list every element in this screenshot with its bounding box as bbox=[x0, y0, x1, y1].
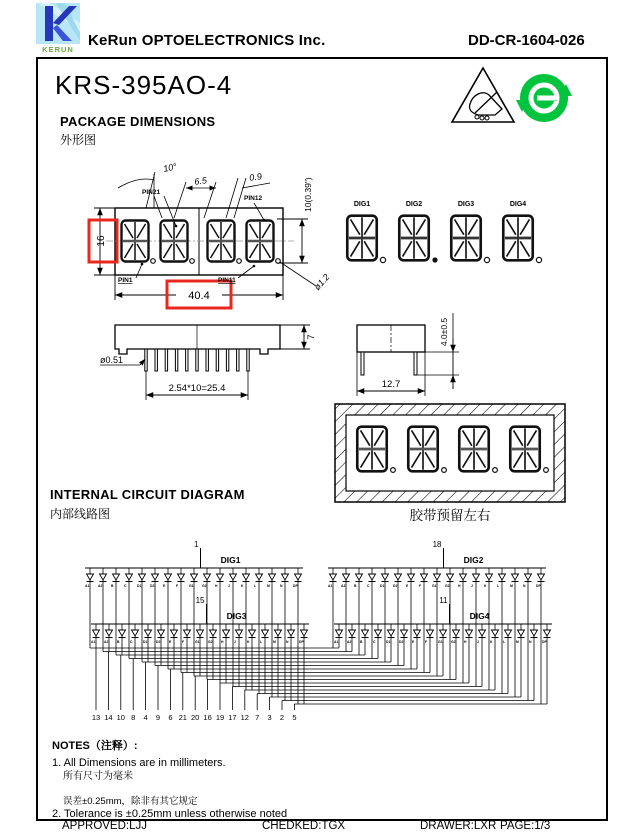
note-1-zh: 所有尺寸为毫米 bbox=[63, 771, 133, 782]
front-view-drawing bbox=[58, 150, 350, 312]
pin12-label: PIN12 bbox=[244, 195, 263, 202]
svg-text:H: H bbox=[458, 584, 461, 588]
svg-text:M: M bbox=[510, 584, 513, 588]
svg-text:H: H bbox=[215, 584, 218, 588]
svg-text:D2: D2 bbox=[399, 640, 404, 644]
svg-text:DP: DP bbox=[293, 584, 298, 588]
approved-by: APPROVED:LJJ bbox=[62, 820, 147, 832]
tape-view-drawing bbox=[333, 398, 568, 526]
pin21-label: PIN21 bbox=[142, 189, 161, 196]
dim-digit-height: 10(0.39") bbox=[303, 177, 313, 212]
svg-text:A2: A2 bbox=[98, 584, 103, 588]
svg-text:18: 18 bbox=[432, 540, 442, 549]
svg-text:A2: A2 bbox=[104, 640, 109, 644]
dim-pin-pitch: 2.54*10=25.4 bbox=[168, 383, 226, 394]
svg-text:DP: DP bbox=[536, 584, 541, 588]
svg-text:N: N bbox=[286, 640, 289, 644]
part-number-title: KRS-395AO-4 bbox=[55, 70, 233, 100]
esd-warning-icon bbox=[450, 66, 516, 126]
svg-text:C: C bbox=[130, 640, 133, 644]
kerun-logo-icon bbox=[36, 3, 80, 54]
svg-text:F: F bbox=[176, 584, 179, 588]
svg-text:G1: G1 bbox=[189, 584, 194, 588]
svg-text:N: N bbox=[523, 584, 526, 588]
svg-text:K: K bbox=[241, 584, 244, 588]
svg-text:D2: D2 bbox=[393, 584, 398, 588]
svg-text:H: H bbox=[221, 640, 224, 644]
svg-text:11: 11 bbox=[439, 596, 448, 605]
svg-text:D1: D1 bbox=[380, 584, 385, 588]
internal-circuit-diagram bbox=[40, 536, 600, 736]
dig2-label: DIG2 bbox=[405, 201, 423, 208]
svg-text:G2: G2 bbox=[208, 640, 213, 644]
internal-circuit-heading: INTERNAL CIRCUIT DIAGRAM bbox=[50, 487, 245, 502]
svg-text:C: C bbox=[367, 584, 370, 588]
dim-gap: 0.9 bbox=[248, 171, 263, 183]
svg-text:A1: A1 bbox=[334, 640, 339, 644]
svg-text:G2: G2 bbox=[451, 640, 456, 644]
svg-text:G1: G1 bbox=[432, 584, 437, 588]
svg-text:20: 20 bbox=[191, 713, 200, 722]
dim-pin-length: 4.0±0.5 bbox=[439, 317, 449, 347]
dim-pin-diameter: ø0.51 bbox=[100, 355, 124, 365]
svg-text:2: 2 bbox=[279, 713, 285, 722]
svg-text:6: 6 bbox=[168, 713, 173, 722]
svg-text:C: C bbox=[124, 584, 127, 588]
svg-text:1: 1 bbox=[194, 540, 199, 549]
dig1-label: DIG1 bbox=[353, 201, 371, 208]
digit-view-drawing bbox=[335, 192, 553, 292]
svg-text:J: J bbox=[234, 640, 236, 644]
svg-text:A2: A2 bbox=[341, 584, 346, 588]
svg-text:E: E bbox=[169, 640, 172, 644]
svg-text:D2: D2 bbox=[156, 640, 161, 644]
drawer-by: DRAWER:LXR bbox=[420, 820, 497, 832]
dim-body-width: 40.4 bbox=[188, 290, 210, 302]
svg-text:G2: G2 bbox=[202, 584, 207, 588]
svg-text:F: F bbox=[425, 640, 428, 644]
dim-digit-width: 6.5 bbox=[193, 175, 208, 187]
svg-text:C: C bbox=[373, 640, 376, 644]
notes-block bbox=[52, 740, 287, 821]
document-number: DD-CR-1604-026 bbox=[468, 32, 585, 49]
svg-text:M: M bbox=[267, 584, 270, 588]
dim-body-height: 16 bbox=[96, 235, 107, 247]
svg-text:B: B bbox=[117, 640, 120, 644]
svg-text:E: E bbox=[163, 584, 166, 588]
svg-text:B: B bbox=[111, 584, 114, 588]
svg-text:D1: D1 bbox=[143, 640, 148, 644]
rohs-e-icon bbox=[515, 70, 573, 126]
svg-text:L: L bbox=[260, 640, 263, 644]
dig3-label: DIG3 bbox=[457, 201, 475, 208]
svg-text:3: 3 bbox=[267, 713, 272, 722]
pin11-label: PIN11 bbox=[218, 277, 236, 284]
package-dimensions-heading-zh: 外形图 bbox=[60, 133, 97, 147]
svg-text:K: K bbox=[490, 640, 493, 644]
svg-text:E: E bbox=[412, 640, 415, 644]
svg-text:J: J bbox=[228, 584, 230, 588]
svg-text:4: 4 bbox=[143, 713, 148, 722]
dim-end-width: 12.7 bbox=[381, 379, 401, 390]
note-2: 2. Tolerance is ±0.25mm unless otherwise noted bbox=[52, 808, 288, 820]
svg-text:8: 8 bbox=[131, 713, 136, 722]
svg-text:L: L bbox=[503, 640, 506, 644]
svg-text:DP: DP bbox=[542, 640, 547, 644]
svg-text:DP: DP bbox=[299, 640, 304, 644]
svg-text:D1: D1 bbox=[137, 584, 142, 588]
svg-text:9: 9 bbox=[155, 713, 161, 722]
dim-angle: 10° bbox=[162, 161, 178, 174]
svg-text:M: M bbox=[273, 640, 276, 644]
svg-text:F: F bbox=[419, 584, 422, 588]
svg-text:16: 16 bbox=[203, 713, 212, 722]
internal-circuit-heading-zh: 内部线路图 bbox=[50, 507, 111, 521]
svg-text:DIG3: DIG3 bbox=[226, 611, 247, 621]
svg-text:A1: A1 bbox=[91, 640, 96, 644]
company-name: KeRun OPTOELECTRONICS Inc. bbox=[88, 32, 326, 49]
note-1: 1. All Dimensions are in millimeters. bbox=[52, 757, 226, 769]
svg-text:12: 12 bbox=[240, 713, 249, 722]
tape-caption: 胶带预留左右 bbox=[409, 508, 491, 523]
svg-text:21: 21 bbox=[178, 713, 187, 722]
svg-text:7: 7 bbox=[255, 713, 260, 722]
kerun-logo bbox=[36, 3, 80, 54]
svg-text:B: B bbox=[354, 584, 357, 588]
svg-text:A1: A1 bbox=[85, 584, 90, 588]
logo-text: KERUN bbox=[42, 45, 74, 54]
svg-text:M: M bbox=[516, 640, 519, 644]
notes-heading: NOTES（注释）: bbox=[52, 740, 138, 752]
package-dimensions-heading: PACKAGE DIMENSIONS bbox=[60, 114, 216, 129]
svg-text:5: 5 bbox=[292, 713, 297, 722]
svg-text:K: K bbox=[484, 584, 487, 588]
svg-text:F: F bbox=[182, 640, 185, 644]
svg-text:13: 13 bbox=[91, 713, 101, 722]
svg-text:H: H bbox=[464, 640, 467, 644]
svg-text:DIG4: DIG4 bbox=[469, 611, 490, 621]
dim-body-thickness: 7 bbox=[306, 334, 317, 340]
svg-text:A2: A2 bbox=[347, 640, 352, 644]
svg-text:J: J bbox=[477, 640, 479, 644]
svg-text:L: L bbox=[497, 584, 500, 588]
note-2-zh: 误差±0.25mm，除非有其它规定 bbox=[63, 796, 198, 807]
svg-text:L: L bbox=[254, 584, 257, 588]
svg-text:G1: G1 bbox=[438, 640, 443, 644]
svg-text:N: N bbox=[280, 584, 283, 588]
svg-text:10: 10 bbox=[116, 713, 125, 722]
dim-dp-diameter: ø1.2 bbox=[312, 271, 332, 293]
page-number: PAGE:1/3 bbox=[500, 820, 551, 832]
svg-text:D1: D1 bbox=[386, 640, 391, 644]
checked-by: CHEDKED:TGX bbox=[262, 820, 346, 832]
svg-text:DIG2: DIG2 bbox=[463, 555, 484, 565]
svg-text:19: 19 bbox=[215, 713, 225, 722]
svg-text:DIG1: DIG1 bbox=[220, 555, 241, 565]
svg-text:K: K bbox=[247, 640, 250, 644]
pin1-label: PIN1 bbox=[118, 277, 133, 284]
svg-text:14: 14 bbox=[104, 713, 113, 722]
svg-text:B: B bbox=[360, 640, 363, 644]
svg-text:E: E bbox=[406, 584, 409, 588]
svg-text:D2: D2 bbox=[150, 584, 155, 588]
svg-text:17: 17 bbox=[228, 713, 237, 722]
side-view-drawing bbox=[58, 312, 358, 407]
svg-text:15: 15 bbox=[195, 596, 205, 605]
svg-text:J: J bbox=[471, 584, 473, 588]
svg-text:A1: A1 bbox=[328, 584, 333, 588]
svg-text:N: N bbox=[529, 640, 532, 644]
svg-text:G1: G1 bbox=[195, 640, 200, 644]
dig4-label: DIG4 bbox=[509, 201, 527, 208]
svg-text:G2: G2 bbox=[445, 584, 450, 588]
